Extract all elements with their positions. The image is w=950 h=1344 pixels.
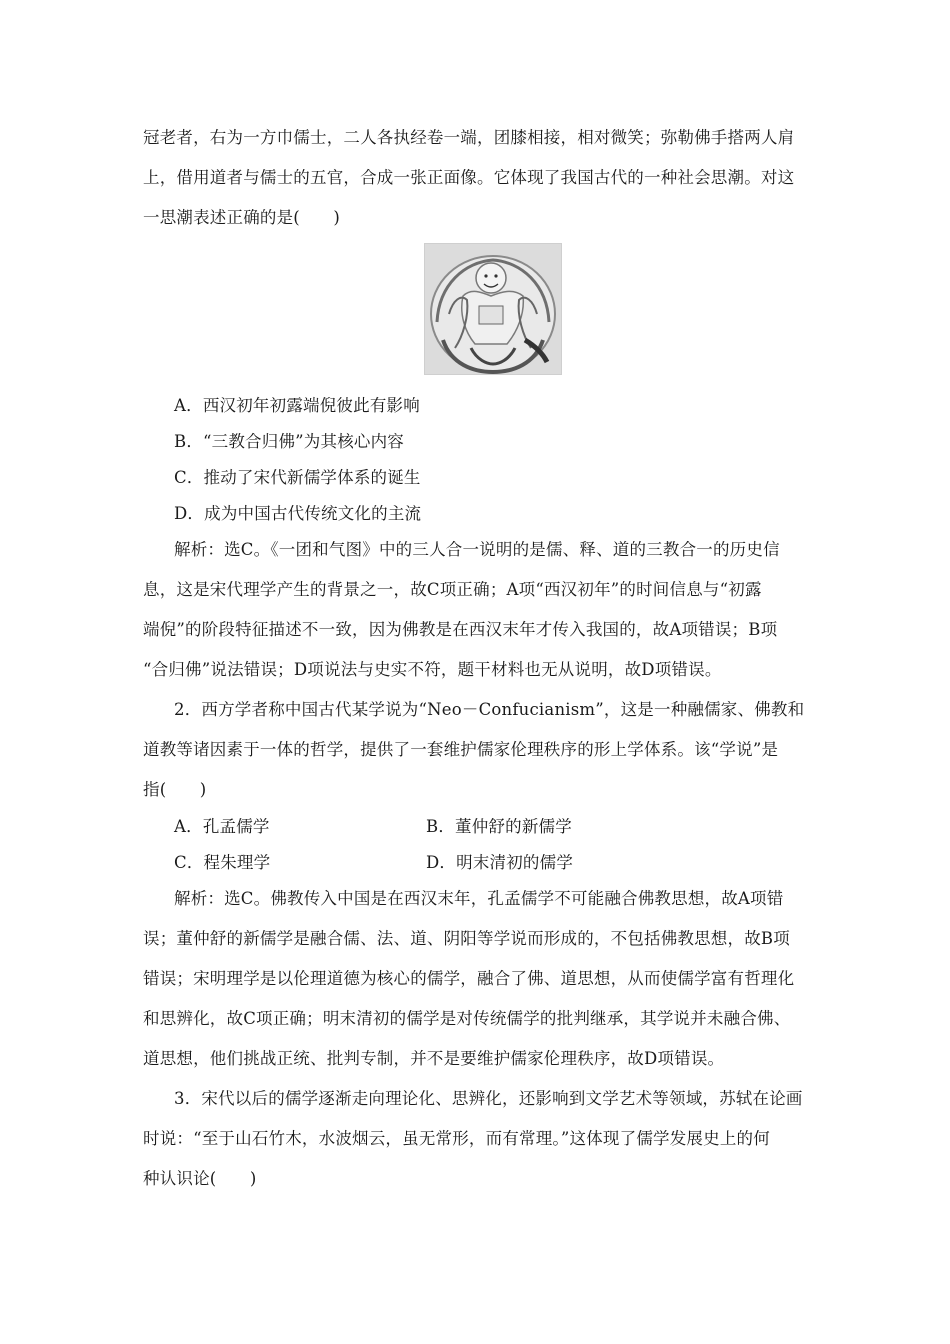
q2-stem-line: 道教等诸因素于一体的哲学，提供了一套维护儒家伦理秩序的形上学体系。该“学说”是 bbox=[143, 740, 779, 759]
q1-stem-line: 上，借用道者与儒士的五官，合成一张正面像。它体现了我国古代的一种社会思潮。对这 bbox=[143, 168, 795, 187]
q1-option-a: A．西汉初年初露端倪彼此有影响 bbox=[174, 396, 420, 415]
q2-analysis-line: 道思想，他们挑战正统、批判专制，并不是要维护儒家伦理秩序，故D项错误。 bbox=[143, 1049, 725, 1068]
q1-analysis-line: 解析：选C。《一团和气图》中的三人合一说明的是儒、释、道的三教合一的历史信 bbox=[174, 540, 780, 559]
q1-option-c: C．推动了宋代新儒学体系的诞生 bbox=[174, 468, 421, 487]
q2-stem-line: 指( ) bbox=[143, 780, 207, 799]
q1-stem-line: 冠老者，右为一方巾儒士，二人各执经卷一端，团膝相接，相对微笑；弥勒佛手搭两人肩 bbox=[143, 128, 795, 147]
q2-analysis-line: 解析：选C。佛教传入中国是在西汉末年，孔孟儒学不可能融合佛教思想，故A项错 bbox=[174, 889, 784, 908]
q1-option-d: D．成为中国古代传统文化的主流 bbox=[174, 504, 422, 523]
q2-option-b: B．董仲舒的新儒学 bbox=[426, 817, 572, 836]
q1-option-b: B．“三教合归佛”为其核心内容 bbox=[174, 432, 404, 451]
q1-analysis-line: “合归佛”说法错误；D项说法与史实不符，题干材料也无从说明，故D项错误。 bbox=[143, 660, 722, 679]
q2-analysis-line: 和思辨化，故C项正确；明末清初的儒学是对传统儒学的批判继承，其学说并未融合佛、 bbox=[143, 1009, 791, 1028]
q1-analysis-line: 端倪”的阶段特征描述不一致，因为佛教是在西汉末年才传入我国的，故A项错误；B项 bbox=[143, 620, 778, 639]
q2-stem-line: 2．西方学者称中国古代某学说为“Neo－Confucianism”，这是一种融儒家、佛教和 bbox=[174, 700, 805, 719]
q2-option-c: C．程朱理学 bbox=[174, 853, 271, 872]
q2-analysis-line: 误；董仲舒的新儒学是融合儒、法、道、阴阳等学说而形成的，不包括佛教思想，故B项 bbox=[143, 929, 790, 948]
q1-analysis-line: 息，这是宋代理学产生的背景之一，故C项正确；A项“西汉初年”的时间信息与“初露 bbox=[143, 580, 762, 599]
q3-stem-line: 时说：“至于山石竹木，水波烟云，虽无常形，而有常理。”这体现了儒学发展史上的何 bbox=[143, 1129, 770, 1148]
q2-option-d: D．明末清初的儒学 bbox=[426, 853, 574, 872]
q3-stem-line: 种认识论( ) bbox=[143, 1169, 257, 1188]
q1-stem-line: 一思潮表述正确的是( ) bbox=[143, 208, 340, 227]
yituan-heqi-painting-image bbox=[424, 243, 562, 375]
q2-option-a: A．孔孟儒学 bbox=[174, 817, 270, 836]
q3-stem-line: 3．宋代以后的儒学逐渐走向理论化、思辨化，还影响到文学艺术等领域，苏轼在论画 bbox=[174, 1089, 803, 1108]
q2-analysis-line: 错误；宋明理学是以伦理道德为核心的儒学，融合了佛、道思想，从而使儒学富有哲理化 bbox=[143, 969, 795, 988]
